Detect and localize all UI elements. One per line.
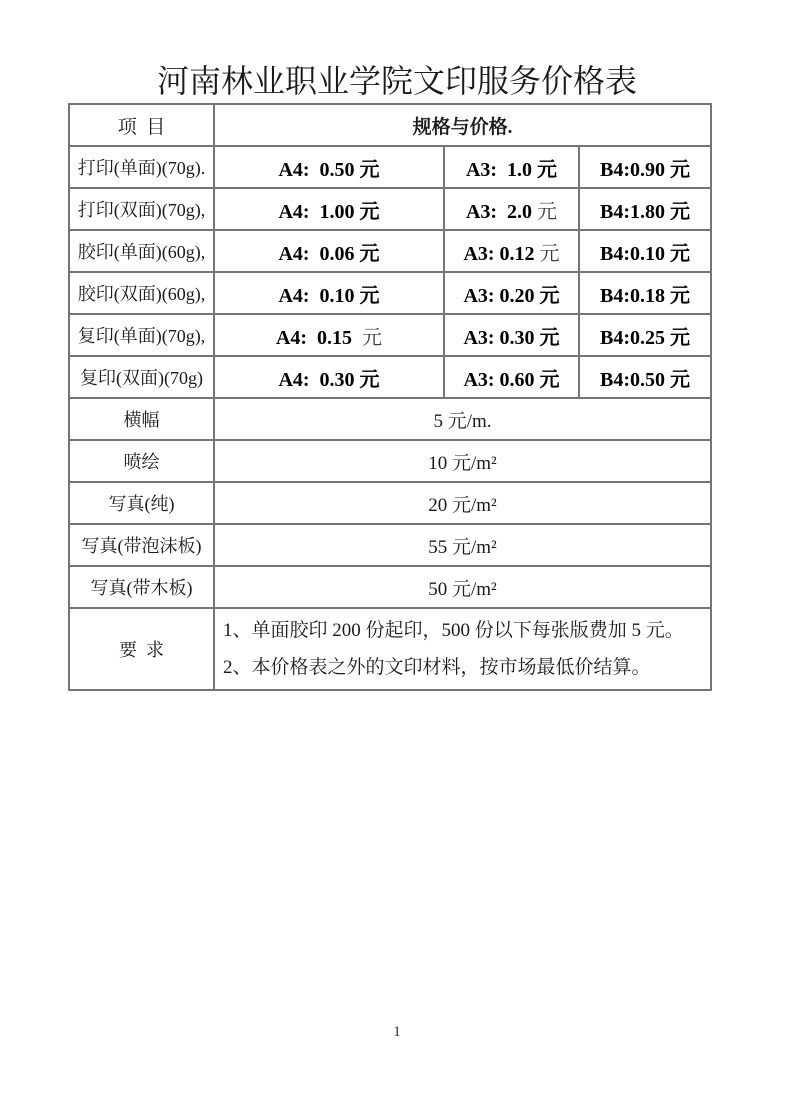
price-unit: 元	[539, 242, 560, 265]
price-value: B4:0.10	[600, 242, 670, 265]
price-unit: 元	[359, 284, 380, 307]
price-a3	[444, 314, 579, 356]
price-a4	[214, 272, 444, 314]
row-label: 要 求	[69, 608, 214, 690]
price-value: B4:0.25	[600, 326, 670, 349]
price-unit: 元	[359, 158, 380, 181]
row-label: 复印(单面)(70g),	[69, 314, 214, 356]
table-row	[69, 188, 711, 230]
price-unit: 元	[537, 158, 558, 181]
requirements-row	[69, 608, 711, 690]
table-row	[69, 146, 711, 188]
price-unit: 元	[359, 242, 380, 265]
price-value: A3: 1.0	[465, 158, 538, 181]
price-value: B4:0.50	[600, 368, 670, 391]
row-value: 10 元/m²	[214, 440, 711, 482]
column-header-spec: 规格与价格.	[214, 104, 711, 146]
table-row	[69, 314, 711, 356]
price-unit: 元	[359, 368, 380, 391]
table-row	[69, 230, 711, 272]
row-value: 5 元/m.	[214, 398, 711, 440]
price-unit: 元	[670, 368, 690, 391]
row-label: 打印(单面)(70g).	[69, 146, 214, 188]
note-line: 1、单面胶印 200 份起印，500 份以下每张版费加 5 元。	[223, 620, 684, 641]
price-a3	[444, 272, 579, 314]
page-number: 1	[393, 1024, 401, 1040]
table-row	[69, 356, 711, 398]
price-value: A4: 0.50	[278, 158, 360, 181]
price-value: B4:0.18	[600, 284, 670, 307]
price-value: A4: 0.06	[278, 242, 360, 265]
price-a4	[214, 188, 444, 230]
price-a4	[214, 314, 444, 356]
row-label: 胶印(双面)(60g),	[69, 272, 214, 314]
price-a3	[444, 356, 579, 398]
price-unit: 元	[539, 326, 560, 349]
price-b4	[579, 314, 711, 356]
price-b4	[579, 272, 711, 314]
row-label: 写真(纯)	[69, 482, 214, 524]
price-unit: 元	[362, 326, 383, 349]
price-value: B4:0.90	[600, 158, 670, 181]
price-unit: 元	[537, 200, 558, 223]
price-value: A4: 0.30	[278, 368, 360, 391]
price-a3	[444, 146, 579, 188]
price-value: A3: 0.12	[463, 242, 540, 265]
price-unit: 元	[670, 242, 690, 265]
row-label: 复印(双面)(70g)	[69, 356, 214, 398]
row-label: 喷绘	[69, 440, 214, 482]
row-label: 写真(带泡沫板)	[69, 524, 214, 566]
page-title: 河南林业职业学院文印服务价格表	[156, 63, 637, 99]
row-value: 55 元/m²	[214, 524, 711, 566]
price-a4	[214, 230, 444, 272]
table-row	[69, 524, 711, 566]
price-unit: 元	[670, 284, 690, 307]
price-b4	[579, 356, 711, 398]
price-a4	[214, 356, 444, 398]
price-a3	[444, 188, 579, 230]
price-table	[68, 103, 712, 691]
price-value: A3: 0.20	[463, 284, 540, 307]
price-value: A4: 0.10	[278, 284, 360, 307]
table-header-row	[69, 104, 711, 146]
table-row	[69, 398, 711, 440]
price-unit: 元	[539, 368, 560, 391]
row-label: 胶印(单面)(60g),	[69, 230, 214, 272]
price-value: B4:1.80	[600, 200, 670, 223]
price-unit: 元	[670, 326, 690, 349]
row-label: 打印(双面)(70g),	[69, 188, 214, 230]
price-unit: 元	[670, 158, 690, 181]
note-line: 2、本价格表之外的文印材料，按市场最低价结算。	[223, 657, 651, 678]
table-row	[69, 272, 711, 314]
price-b4	[579, 188, 711, 230]
price-value: A4: 1.00	[278, 200, 360, 223]
price-a3	[444, 230, 579, 272]
row-value: 50 元/m²	[214, 566, 711, 608]
price-b4	[579, 146, 711, 188]
price-value: A3: 2.0	[465, 200, 538, 223]
price-b4	[579, 230, 711, 272]
column-header-item: 项 目	[69, 104, 214, 146]
row-value: 20 元/m²	[214, 482, 711, 524]
table-row	[69, 482, 711, 524]
price-value: A3: 0.60	[463, 368, 540, 391]
requirements-notes	[214, 608, 711, 690]
price-unit: 元	[670, 200, 690, 223]
price-value: A4: 0.15	[275, 326, 363, 349]
price-value: A3: 0.30	[463, 326, 540, 349]
price-unit: 元	[539, 284, 560, 307]
table-row	[69, 566, 711, 608]
price-unit: 元	[359, 200, 380, 223]
row-label: 写真(带木板)	[69, 566, 214, 608]
row-label: 横幅	[69, 398, 214, 440]
table-row	[69, 440, 711, 482]
price-a4	[214, 146, 444, 188]
